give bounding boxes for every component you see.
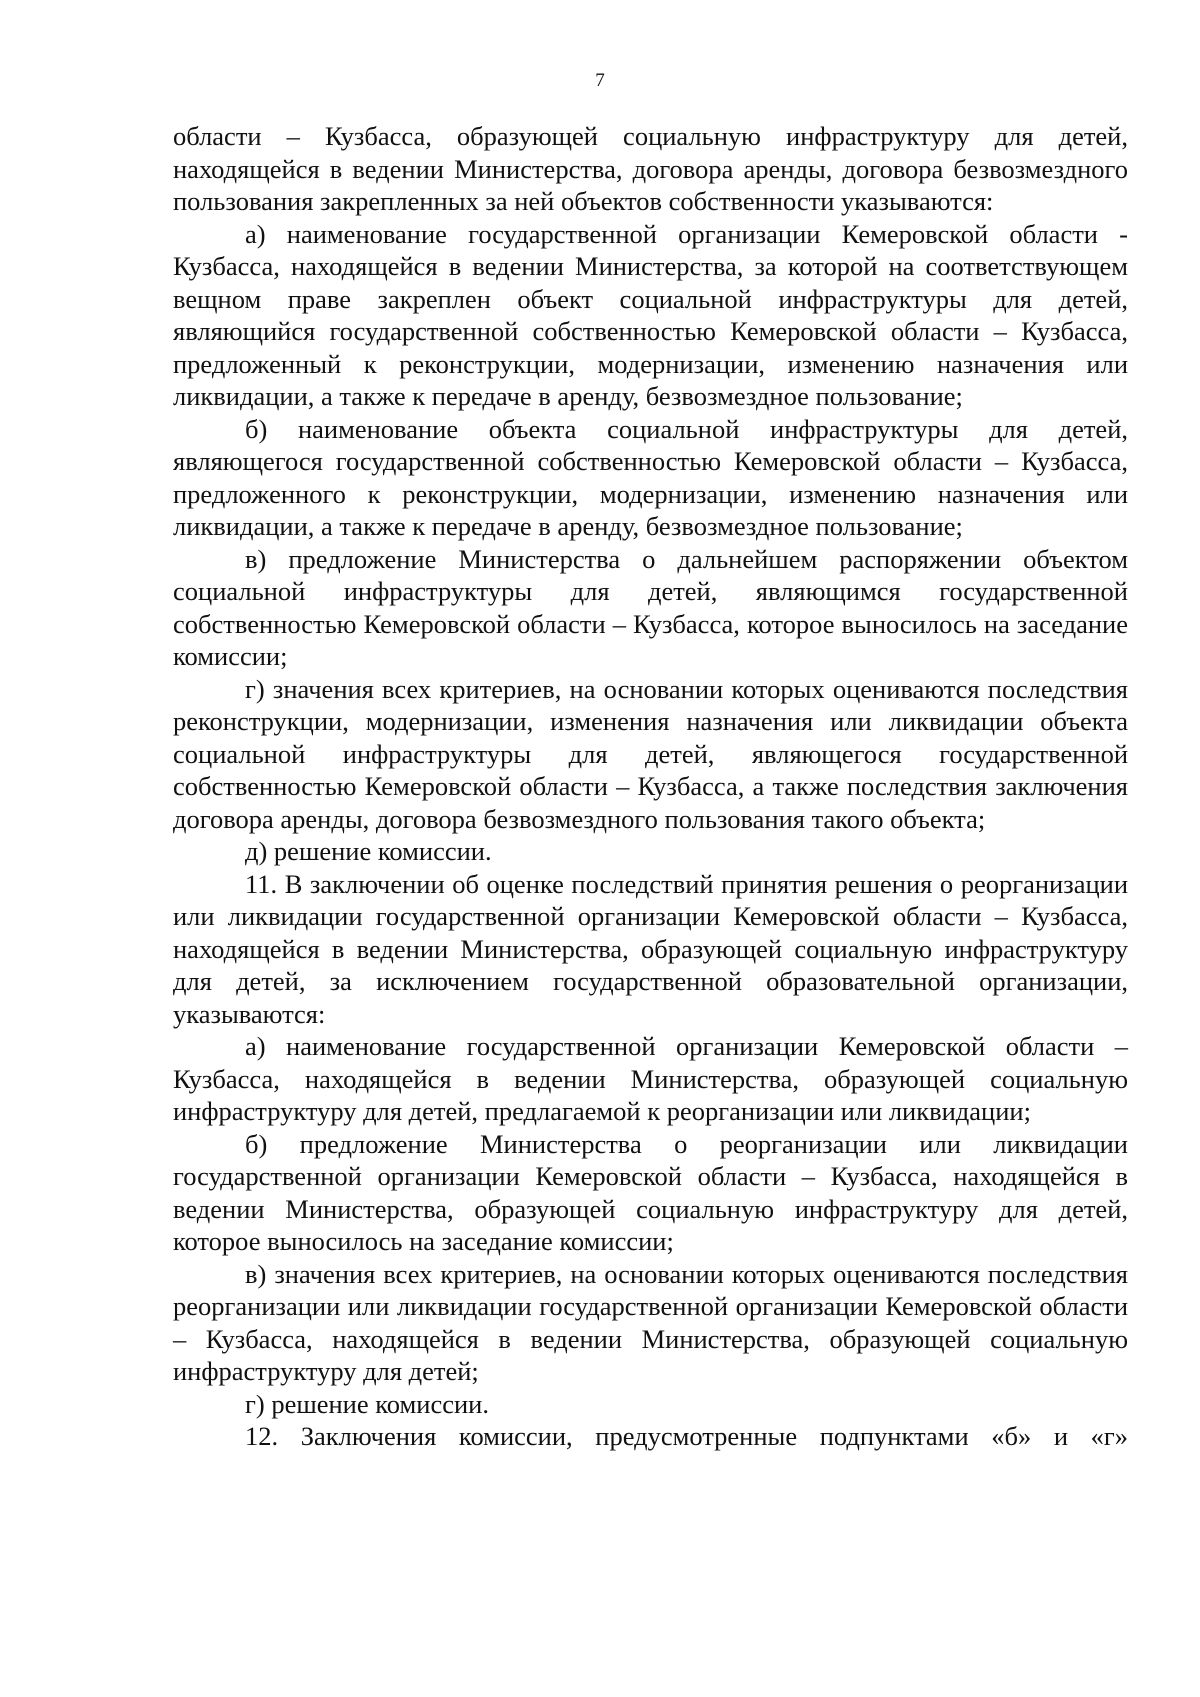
paragraph-clause-11-item-a: а) наименование государственной организации Кемеровской области – Кузбасса, находящейся в ведении Министерства, образующей социальную инфраструктуру для детей, предлагаемой к реорганизации или ликвидации; xyxy=(173,1031,1128,1126)
paragraph-item-d: д) решение комиссии. xyxy=(245,836,492,866)
paragraph-clause-11: 11. В заключении об оценке последствий принятия решения о реорганизации или ликвидации государственной организации Кемеровской области – Кузбасса, находящейся в ведении Министерства, образующей социальную инфраструктуру для детей, за исключением государственной образовательной организации, указываются: xyxy=(173,868,1128,1029)
paragraph-item-a: а) наименование государственной организации Кемеровской области - Кузбасса, находящейся в ведении Министерства, за которой на соответствующем вещном праве закреплен объект социальной инфраструктуры для детей, являющийся государственной собственностью Кемеровской области – Кузбасса, предложенный к реконструкции, модернизации, изменению назначения или ликвидации, а также к передаче в аренду, безвозмездное пользование; xyxy=(173,218,1128,411)
paragraph-item-b: б) наименование объекта социальной инфраструктуры для детей, являющегося государственной собственностью Кемеровской области – Кузбасса, предложенного к реконструкции, модернизации, изменению назначения или ликвидации, а также к передаче в аренду, безвозмездное пользование; xyxy=(173,413,1128,541)
paragraph-clause-12: 12. Заключения комиссии, предусмотренные подпунктами «б» и «г» xyxy=(245,1421,1128,1451)
paragraph-clause-11-item-v: в) значения всех критериев, на основании которых оцениваются последствия реорганизации или ликвидации государственной организации Кемеровской области – Кузбасса, находящейся в ведении Министерства, образующей социальную инфраструктуру для детей; xyxy=(173,1258,1128,1386)
paragraph-item-v: в) предложение Министерства о дальнейшем распоряжении объектом социальной инфраструктуры для детей, являющимся государственной собственностью Кемеровской области – Кузбасса, которое выносилось на заседание комиссии; xyxy=(173,543,1128,671)
paragraph-continuation: области – Кузбасса, образующей социальную инфраструктуру для детей, находящейся в ведении Министерства, договора аренды, договора безвозмездного пользования закрепленных за ней объектов собственности указываются: xyxy=(173,121,1128,216)
paragraph-clause-11-item-g: г) решение комиссии. xyxy=(245,1388,489,1419)
document-body xyxy=(173,120,1128,1453)
paragraph-item-g: г) значения всех критериев, на основании которых оцениваются последствия реконструкции, модернизации, изменения назначения или ликвидации объекта социальной инфраструктуры для детей, являющегося государственной собственностью Кемеровской области – Кузбасса, а также последствия заключения договора аренды, договора безвозмездного пользования такого объекта; xyxy=(173,673,1128,834)
page-number: 7 xyxy=(595,70,605,91)
paragraph-clause-11-item-b: б) предложение Министерства о реорганизации или ликвидации государственной организации Кемеровской области – Кузбасса, находящейся в ведении Министерства, образующей социальную инфраструктуру для детей, которое выносилось на заседание комиссии; xyxy=(173,1128,1128,1256)
